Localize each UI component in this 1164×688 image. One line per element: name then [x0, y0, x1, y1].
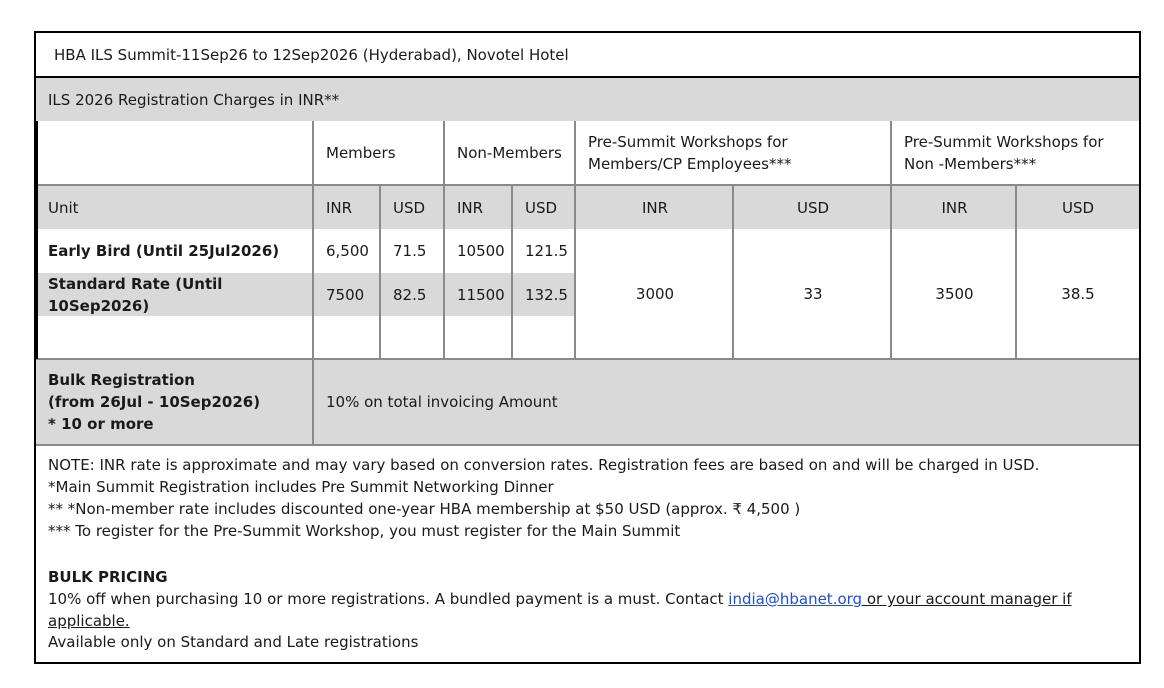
- workshop-members-usd: 33: [803, 284, 823, 303]
- early-bird-members-usd: 71.5: [393, 242, 427, 260]
- account-manager-text: or your account manager if: [862, 590, 1072, 608]
- grid-line: [36, 444, 1139, 446]
- sheet-title: HBA ILS Summit-11Sep26 to 12Sep2026 (Hyderabad), Novotel Hotel: [54, 45, 569, 64]
- note-line: *** To register for the Pre-Summit Workshop, you must register for the Main Summit: [48, 522, 681, 540]
- bulk-pricing-applicable: applicable.: [48, 612, 130, 630]
- bulk-label-line: (from 26Jul - 10Sep2026): [48, 393, 261, 411]
- standard-rate-label: Standard Rate (Until 10Sep2026): [48, 274, 223, 315]
- grid-line: [1015, 186, 1017, 359]
- bulk-label-line: Bulk Registration: [48, 371, 195, 389]
- grid-line: [732, 186, 734, 359]
- registration-charges-sheet: [34, 31, 1141, 664]
- bulk-pricing-line: [48, 588, 1072, 610]
- standard-nonmembers-usd: 132.5: [525, 285, 568, 304]
- grid-line: [36, 121, 38, 359]
- bulk-label-line: * 10 or more: [48, 415, 154, 433]
- grid-line: [890, 121, 892, 359]
- early-bird-label: Early Bird (Until 25Jul2026): [48, 242, 280, 260]
- unit-pre-members-inr: INR: [641, 198, 669, 217]
- early-bird-nonmembers-inr: 10500: [457, 242, 505, 260]
- header-pre-summit-non-members: Pre-Summit Workshops for Non -Members***: [904, 133, 1104, 173]
- note-line: *Main Summit Registration includes Pre Summit Networking Dinner: [48, 478, 554, 496]
- header-members: Members: [326, 144, 396, 162]
- standard-nonmembers-inr: 11500: [457, 285, 505, 304]
- workshop-nonmembers-usd: 38.5: [1061, 284, 1095, 303]
- unit-pre-members-usd: USD: [796, 198, 830, 217]
- contact-email-link[interactable]: india@hbanet.org: [728, 590, 863, 608]
- grid-line: [511, 186, 513, 359]
- unit-nonmembers-inr: INR: [457, 198, 484, 217]
- note-line: NOTE: INR rate is approximate and may vary based on conversion rates. Registration fees are based on and will be charged in USD.: [48, 456, 1040, 474]
- workshop-nonmembers-inr: 3500: [935, 284, 974, 303]
- unit-pre-nonmembers-inr: INR: [941, 198, 968, 217]
- note-line: ** *Non-member rate includes discounted one-year HBA membership at $50 USD (approx. ₹ 4,500 ): [48, 500, 801, 518]
- standard-members-inr: 7500: [326, 285, 365, 304]
- grid-line: [574, 121, 576, 359]
- early-bird-members-inr: 6,500: [326, 242, 369, 260]
- early-bird-nonmembers-usd: 121.5: [525, 242, 568, 260]
- grid-line: [36, 184, 1139, 186]
- bulk-pricing-availability: Available only on Standard and Late registrations: [48, 633, 419, 651]
- standard-members-usd: 82.5: [393, 285, 427, 304]
- unit-members-usd: USD: [393, 198, 426, 217]
- unit-label: Unit: [48, 198, 79, 217]
- grid-line: [443, 121, 445, 359]
- workshop-members-inr: 3000: [635, 284, 675, 303]
- grid-line: [312, 121, 314, 444]
- bulk-registration-label: [48, 369, 308, 435]
- bulk-pricing-text: 10% off when purchasing 10 or more registrations. A bundled payment is a must. Contact: [48, 590, 729, 608]
- grid-line: [379, 186, 381, 359]
- header-pre-summit-members: Pre-Summit Workshops for Members/CP Employees***: [588, 133, 792, 173]
- charges-subtitle: ILS 2026 Registration Charges in INR**: [36, 78, 1139, 121]
- grid-line: [36, 358, 1139, 360]
- unit-members-inr: INR: [326, 198, 353, 217]
- unit-pre-nonmembers-usd: USD: [1061, 198, 1095, 217]
- bulk-pricing-heading: BULK PRICING: [48, 568, 168, 586]
- bulk-registration-value: 10% on total invoicing Amount: [326, 393, 558, 411]
- unit-nonmembers-usd: USD: [525, 198, 558, 217]
- header-non-members: Non-Members: [457, 144, 562, 162]
